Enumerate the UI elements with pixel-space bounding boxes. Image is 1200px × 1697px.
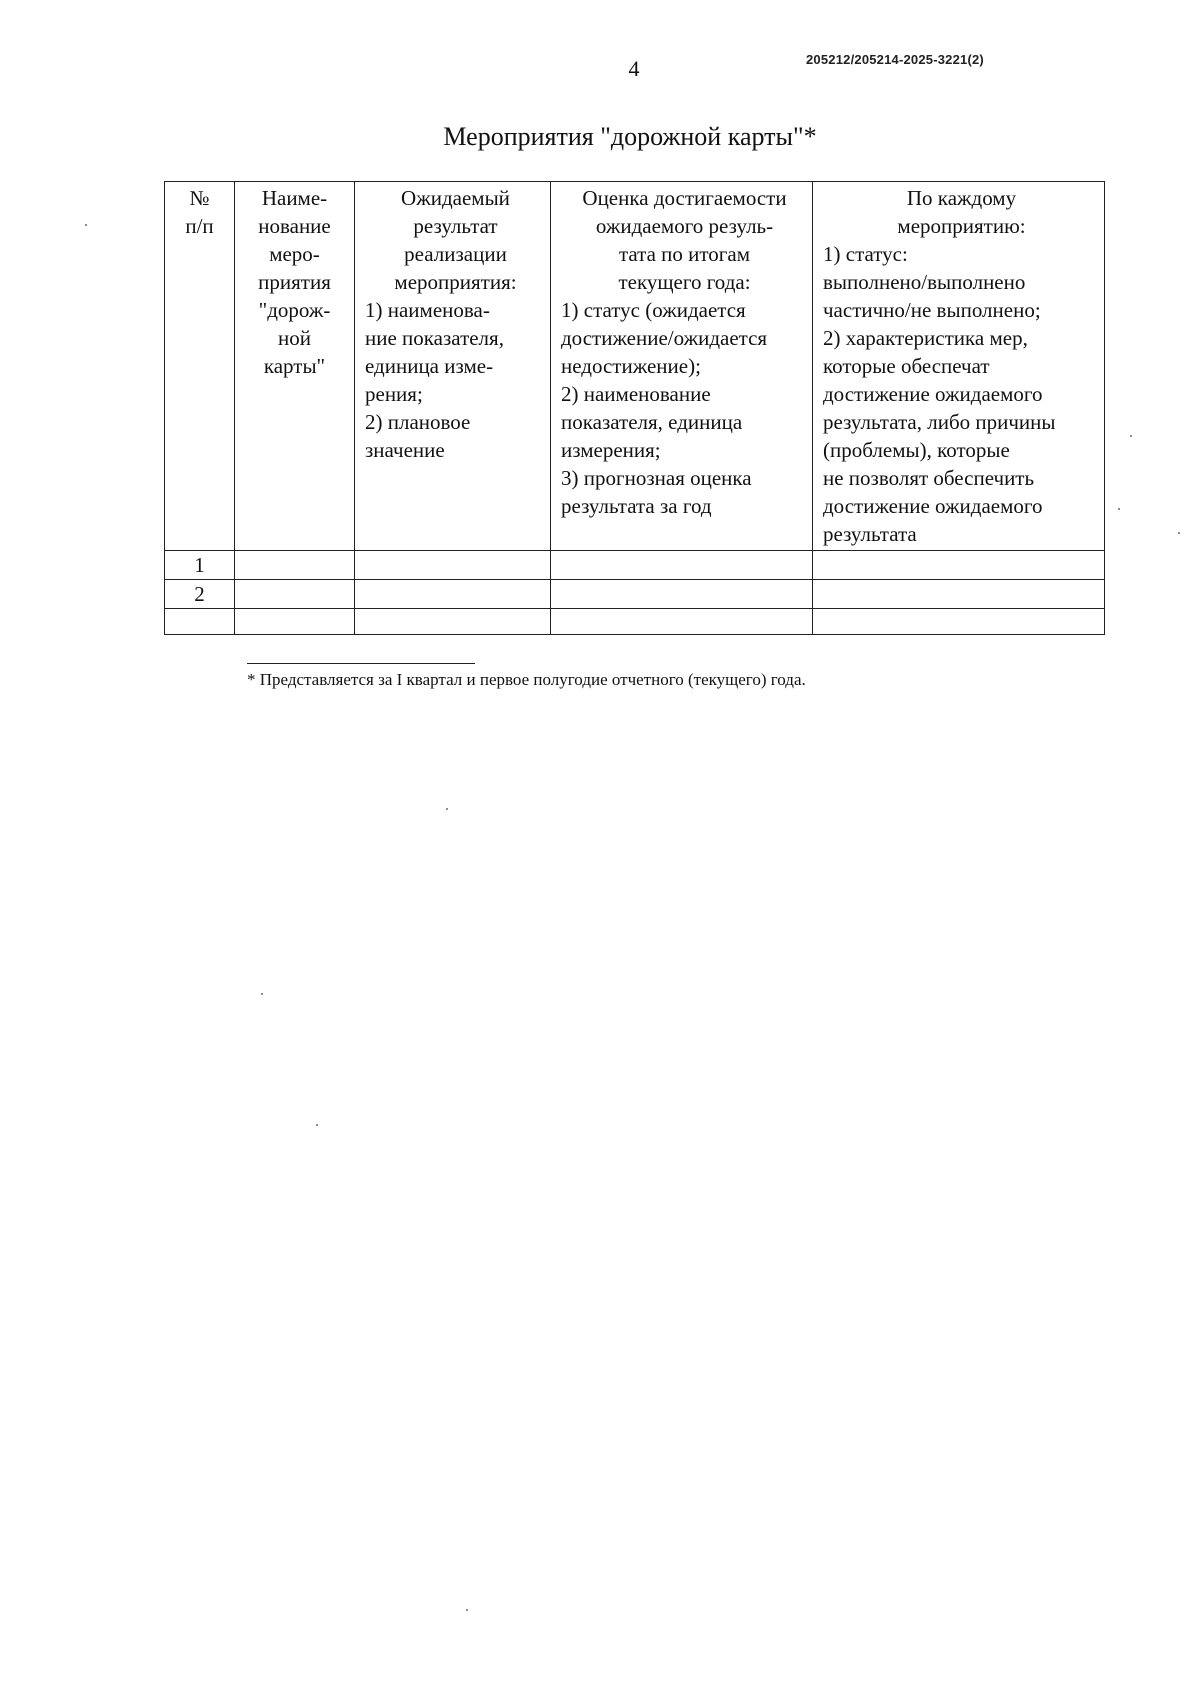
header-line: нование — [258, 214, 331, 238]
roadmap-table — [164, 181, 1105, 635]
table-row — [165, 551, 1105, 580]
header-col-expected-result — [355, 182, 551, 551]
scan-speck — [1130, 435, 1132, 437]
header-line: 1) наименова- — [365, 298, 490, 322]
header-line: ние показателя, — [365, 326, 504, 350]
table-cell — [813, 580, 1105, 609]
header-line: 2) наименование — [561, 382, 711, 406]
table-cell — [235, 580, 355, 609]
page-title: Мероприятия "дорожной карты"* — [443, 122, 817, 151]
table-body — [165, 551, 1105, 635]
header-col-status — [813, 182, 1105, 551]
header-line: мероприятия: — [394, 270, 517, 294]
header-line: недостижение); — [561, 354, 701, 378]
footnote-divider — [247, 663, 475, 664]
scan-speck — [1178, 532, 1180, 534]
scan-speck — [316, 1124, 318, 1126]
header-line: 1) статус: — [823, 242, 908, 266]
table-cell — [235, 551, 355, 580]
header-line: ожидаемого резуль- — [595, 214, 774, 238]
header-line: единица изме- — [365, 354, 494, 378]
header-line: выполнено/выполнено — [823, 270, 1026, 294]
table-cell: 2 — [165, 580, 235, 609]
header-line: меро- — [269, 242, 320, 266]
header-line: тата по итогам — [618, 242, 751, 266]
scan-speck — [261, 993, 263, 995]
header-line: реализации — [404, 242, 507, 266]
header-line: Наиме- — [261, 186, 328, 210]
header-line: достижение ожидаемого — [823, 494, 1043, 518]
page-number: 4 — [628, 56, 640, 81]
table-cell: 1 — [165, 551, 235, 580]
header-line: показателя, единица — [561, 410, 743, 434]
header-line: 2) характеристика мер, — [823, 326, 1028, 350]
table-cell — [235, 609, 355, 635]
table-cell — [355, 580, 551, 609]
table-cell — [165, 609, 235, 635]
header-line: частично/не выполнено; — [823, 298, 1041, 322]
header-line: карты" — [263, 354, 326, 378]
header-line: не позволят обеспечить — [823, 466, 1035, 490]
table-cell — [813, 551, 1105, 580]
header-line: Ожидаемый — [401, 186, 510, 210]
roadmap-table-container — [164, 181, 1105, 635]
header-line: приятия — [258, 270, 331, 294]
header-col-achievability — [551, 182, 813, 551]
header-line: результата за год — [561, 494, 712, 518]
header-line: достижение ожидаемого — [823, 382, 1043, 406]
scan-speck — [446, 808, 448, 810]
footnote: * Представляется за I квартал и первое полугодие отчетного (текущего) года. — [247, 670, 806, 689]
header-line: результата — [823, 522, 917, 546]
table-cell — [813, 609, 1105, 635]
header-line: По каждому — [906, 186, 1017, 210]
header-line: 2) плановое — [365, 410, 471, 434]
header-line: текущего года: — [618, 270, 751, 294]
header-col-activity-name — [235, 182, 355, 551]
scan-speck — [1118, 508, 1120, 510]
header-line: 3) прогнозная оценка — [561, 466, 752, 490]
header-line: Оценка достигаемости — [582, 186, 787, 210]
header-line: ной — [278, 326, 311, 350]
table-cell — [355, 551, 551, 580]
header-line: п/п — [185, 214, 214, 238]
table-cell — [551, 609, 813, 635]
header-line: "дорож- — [258, 298, 331, 322]
table-row — [165, 609, 1105, 635]
scan-speck — [466, 1609, 468, 1611]
header-line: результата, либо причины — [823, 410, 1056, 434]
table-cell — [355, 609, 551, 635]
table-header-row — [165, 182, 1105, 551]
header-line: результат — [413, 214, 498, 238]
header-line: достижение/ожидается — [561, 326, 768, 350]
header-line: № — [189, 186, 210, 210]
document-id: 205212/205214-2025-3221(2) — [806, 52, 984, 67]
header-line: значение — [365, 438, 445, 462]
header-line: мероприятию: — [897, 214, 1026, 238]
header-line: которые обеспечат — [823, 354, 990, 378]
table-row — [165, 580, 1105, 609]
header-line: (проблемы), которые — [823, 438, 1010, 462]
header-line: рения; — [365, 382, 423, 406]
header-line: измерения; — [561, 438, 661, 462]
table-cell — [551, 580, 813, 609]
table-cell — [551, 551, 813, 580]
header-col-number — [165, 182, 235, 551]
scan-speck — [85, 224, 87, 226]
header-line: 1) статус (ожидается — [561, 298, 746, 322]
